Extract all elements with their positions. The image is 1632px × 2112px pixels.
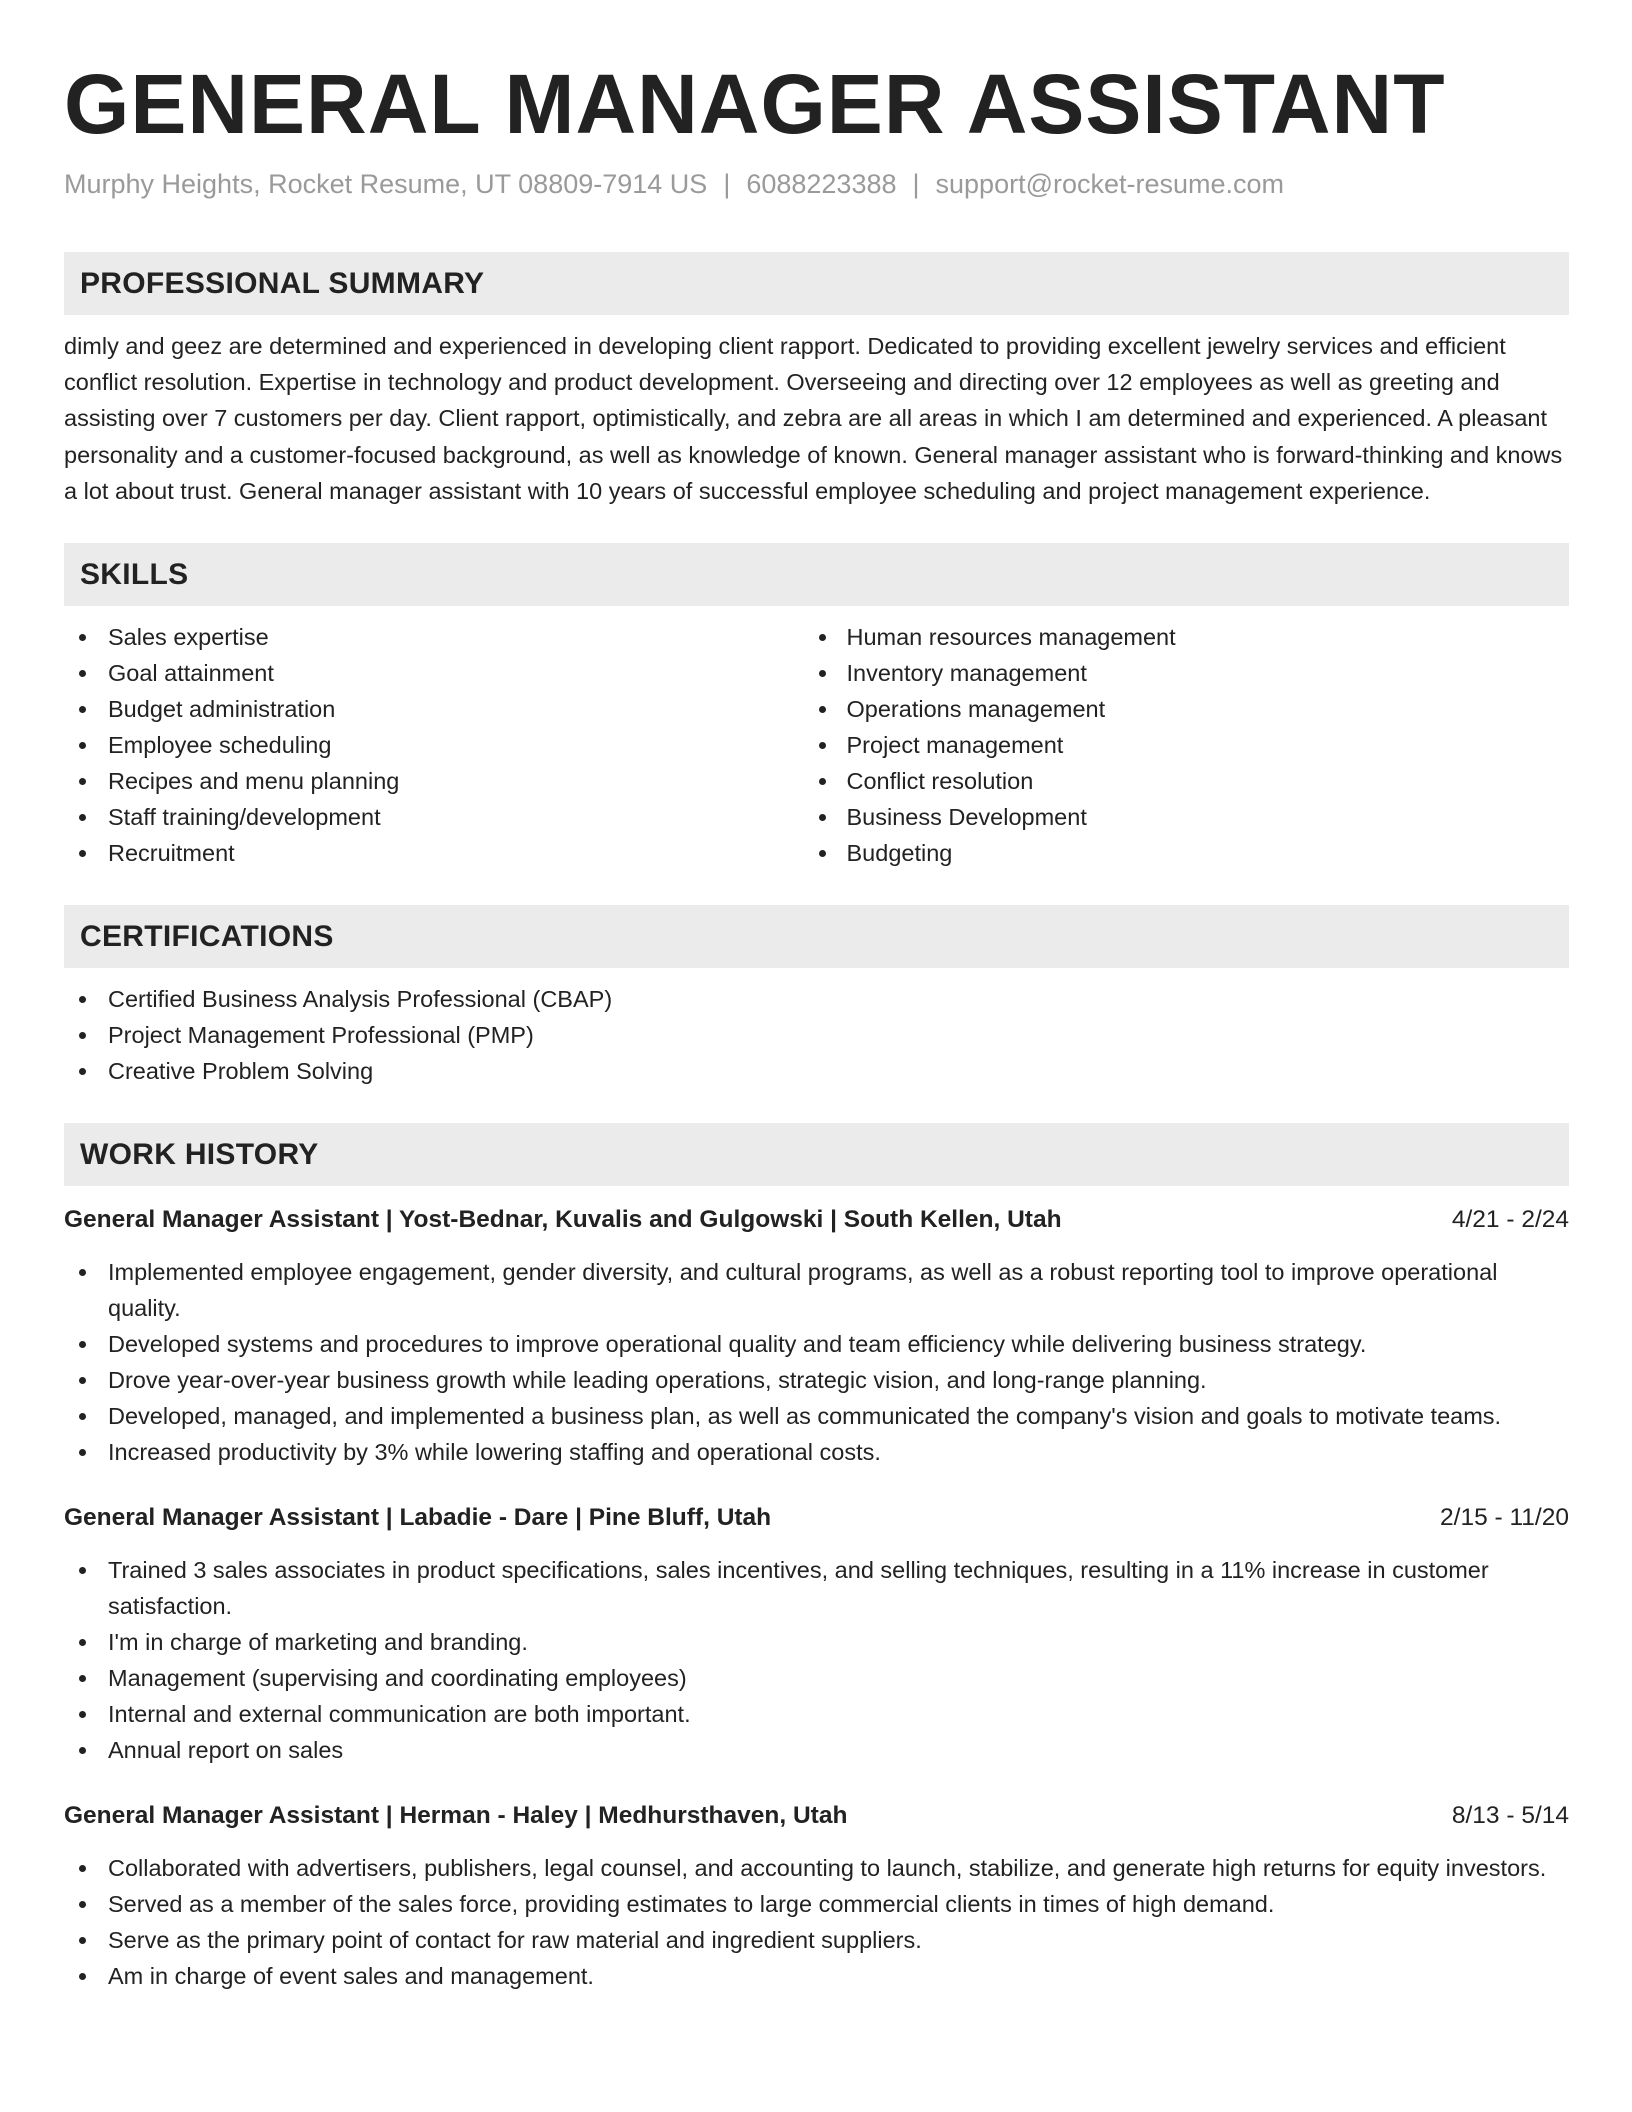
certification-item: Creative Problem Solving <box>64 1053 1569 1089</box>
summary-text: dimly and geez are determined and experienced in developing client rapport. Dedicated to providing excellent jewelry services and efficient conflict resolution. Expertise in technology and product development. Overseeing and directing over 12 employees as well as greeting and assisting over 7 customers per day. Client rapport, optimistically, and zebra are all areas in which I am determined and experienced. A pleasant personality and a customer-focused background, as well as knowledge of known. General manager assistant who is forward-thinking and knows a lot about trust. General manager assistant with 10 years of successful employee scheduling and project management experience. <box>64 333 1563 504</box>
skills-column-left <box>64 619 817 871</box>
skills-column-right <box>817 619 1570 871</box>
certifications-list <box>64 981 1569 1089</box>
job-bullet: Management (supervising and coordinating employees) <box>64 1660 1569 1696</box>
skill-item: Staff training/development <box>64 799 817 835</box>
job-bullet: Annual report on sales <box>64 1732 1569 1768</box>
skill-item: Employee scheduling <box>64 727 817 763</box>
contact-address: Murphy Heights, Rocket Resume, UT 08809-7914 US <box>64 169 708 199</box>
job-bullet: Developed, managed, and implemented a business plan, as well as communicated the company's vision and goals to motivate teams. <box>64 1398 1569 1434</box>
job-bullet: Internal and external communication are both important. <box>64 1696 1569 1732</box>
skill-item: Conflict resolution <box>817 763 1570 799</box>
skills-columns <box>64 619 1569 871</box>
certification-item: Project Management Professional (PMP) <box>64 1017 1569 1053</box>
skills-heading: SKILLS <box>64 543 1569 606</box>
contact-separator: | <box>912 169 920 199</box>
contact-line <box>64 166 1569 202</box>
candidate-name: GENERAL MANAGER ASSISTANT <box>64 57 1446 151</box>
skill-item: Goal attainment <box>64 655 817 691</box>
job-title: General Manager Assistant | Labadie - Dare | Pine Bluff, Utah <box>64 1504 772 1532</box>
skill-item: Business Development <box>817 799 1570 835</box>
skill-item: Human resources management <box>817 619 1570 655</box>
job-dates: 2/15 - 11/20 <box>1440 1504 1569 1532</box>
job-entry <box>64 1202 1569 1470</box>
job-bullet: Served as a member of the sales force, providing estimates to large commercial clients in times of high demand. <box>64 1886 1569 1922</box>
skill-item: Operations management <box>817 691 1570 727</box>
job-bullet: Collaborated with advertisers, publishers, legal counsel, and accounting to launch, stabilize, and generate high returns for equity investors. <box>64 1850 1569 1886</box>
job-bullets <box>64 1254 1569 1470</box>
job-header <box>64 1500 1569 1536</box>
certifications-heading: CERTIFICATIONS <box>64 905 1569 968</box>
job-bullet: Implemented employee engagement, gender diversity, and cultural programs, as well as a robust reporting tool to improve operational quality. <box>64 1254 1569 1326</box>
job-header <box>64 1798 1569 1834</box>
job-bullet: Developed systems and procedures to improve operational quality and team efficiency while delivering business strategy. <box>64 1326 1569 1362</box>
contact-email[interactable]: support@rocket-resume.com <box>935 169 1285 199</box>
skill-item: Recipes and menu planning <box>64 763 817 799</box>
job-bullet: Increased productivity by 3% while lowering staffing and operational costs. <box>64 1434 1569 1470</box>
job-bullet: Drove year-over-year business growth while leading operations, strategic vision, and long-range planning. <box>64 1362 1569 1398</box>
job-bullets <box>64 1552 1569 1768</box>
job-entry <box>64 1500 1569 1768</box>
job-dates: 8/13 - 5/14 <box>1451 1802 1569 1830</box>
job-bullet: Am in charge of event sales and management. <box>64 1958 1569 1994</box>
certification-item: Certified Business Analysis Professional (CBAP) <box>64 981 1569 1017</box>
job-bullet: Trained 3 sales associates in product specifications, sales incentives, and selling techniques, resulting in a 11% increase in customer satisfaction. <box>64 1552 1569 1624</box>
skill-item: Budgeting <box>817 835 1570 871</box>
job-header <box>64 1202 1569 1238</box>
job-bullets <box>64 1850 1569 1994</box>
job-title: General Manager Assistant | Herman - Haley | Medhursthaven, Utah <box>64 1802 848 1830</box>
contact-phone: 6088223388 <box>746 169 897 199</box>
skill-item: Recruitment <box>64 835 817 871</box>
contact-separator: | <box>723 169 731 199</box>
job-dates: 4/21 - 2/24 <box>1451 1206 1569 1234</box>
skill-item: Project management <box>817 727 1570 763</box>
skill-item: Inventory management <box>817 655 1570 691</box>
summary-heading: PROFESSIONAL SUMMARY <box>64 252 1569 315</box>
job-title: General Manager Assistant | Yost-Bednar, Kuvalis and Gulgowski | South Kellen, Utah <box>64 1206 1062 1234</box>
skill-item: Sales expertise <box>64 619 817 655</box>
job-bullet: Serve as the primary point of contact for raw material and ingredient suppliers. <box>64 1922 1569 1958</box>
job-bullet: I'm in charge of marketing and branding. <box>64 1624 1569 1660</box>
skill-item: Budget administration <box>64 691 817 727</box>
work-history-heading: WORK HISTORY <box>64 1123 1569 1186</box>
job-entry <box>64 1798 1569 1994</box>
